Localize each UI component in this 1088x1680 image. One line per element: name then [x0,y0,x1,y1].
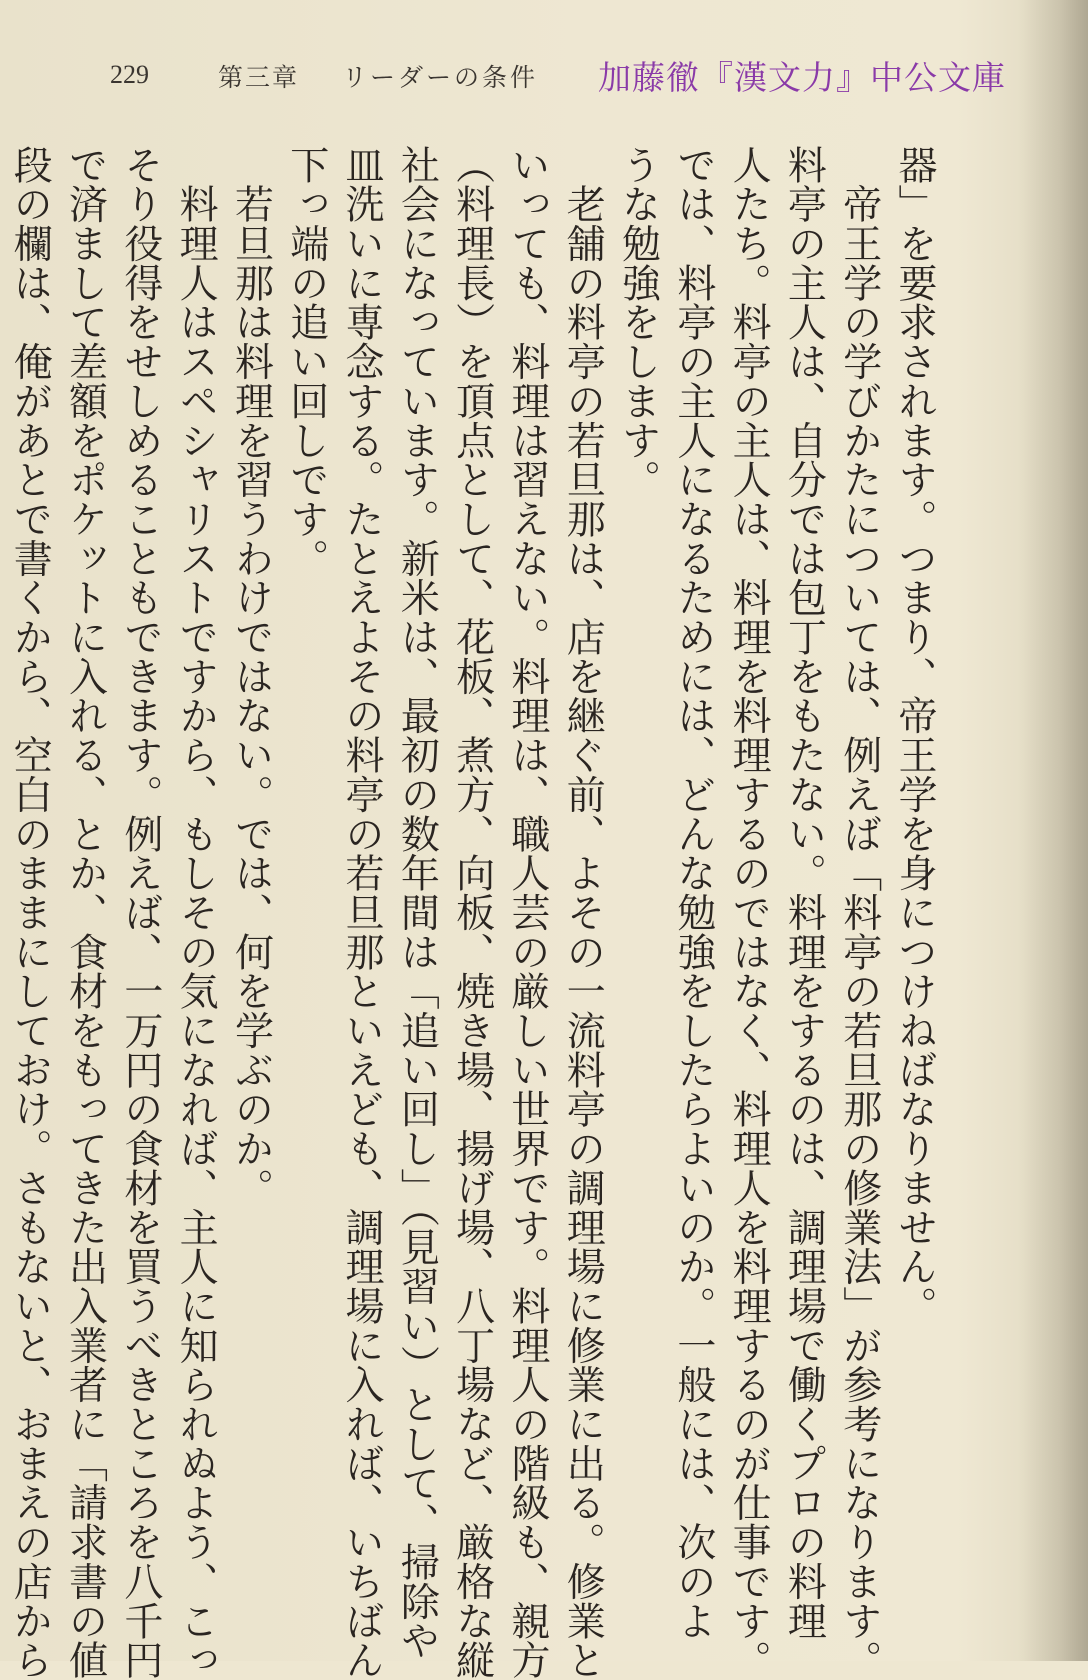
text-line: 器」を要求されます。つまり、帝王学を身につけねばなりません。 [892,145,937,1326]
vertical-body-text [7,145,942,1680]
source-annotation: 加藤徹『漢文力』中公文庫 [598,58,1006,97]
text-line: 皿洗いに専念する。たとえよその料亭の若旦那といえども、調理場に入れば、いちばん [339,145,385,1680]
chapter-title: 第三章 [218,63,300,92]
text-line: 老舗の料亭の若旦那は、店を継ぐ前、よその一流料亭の調理場に修業に出る。修業と [560,145,606,1680]
text-line: 料理人はスペシャリストですから、もしその気になれば、主人に知られぬよう、こっ [173,145,219,1680]
text-line: 若旦那は料理を習うわけではない。では、何を学ぶのか。 [228,145,274,1208]
text-line: 下っ端の追い回しです。 [283,145,329,578]
binding-gutter-shadow [1018,0,1088,1661]
text-line: 社会になっています。新米は、最初の数年間は「追い回し」（見習い）として、掃除や [394,145,440,1661]
text-line: そり役得をせしめることもできます。例えば、一万円の食材を買うべきところを八千円 [117,145,163,1680]
text-line: では、料亭の主人になるためには、どんな勉強をしたらよいのか。一般には、次のよ [670,145,716,1641]
text-line: 帝王学の学びかたについては、例えば「料亭の若旦那の修業法」が参考になります。 [836,145,882,1680]
text-line: うな勉強をします。 [615,145,661,500]
section-title: リーダーの条件 [342,63,539,92]
text-line: 人たち。料亭の主人は、料理を料理するのではなく、料理人を料理するのが仕事です。 [726,145,772,1680]
text-line: 段の欄は、俺があとで書くから、空白のままにしておけ。さもないと、おまえの店から [7,145,53,1680]
text-line: いっても、料理は習えない。料理は、職人芸の厳しい世界です。料理人の階級も、親方 [504,145,550,1680]
page-number: 229 [110,60,149,89]
text-line: で済まして差額をポケットに入れる、とか、食材をもってきた出入業者に「請求書の値 [62,145,108,1680]
text-line: 料亭の主人は、自分では包丁をもたない。料理をするのは、調理場で働くプロの料理 [781,145,827,1641]
running-header [110,58,1070,98]
text-line: （料理長）を頂点として、花板、煮方、向板、焼き場、揚げ場、八丁場など、厳格な縦 [449,145,495,1680]
